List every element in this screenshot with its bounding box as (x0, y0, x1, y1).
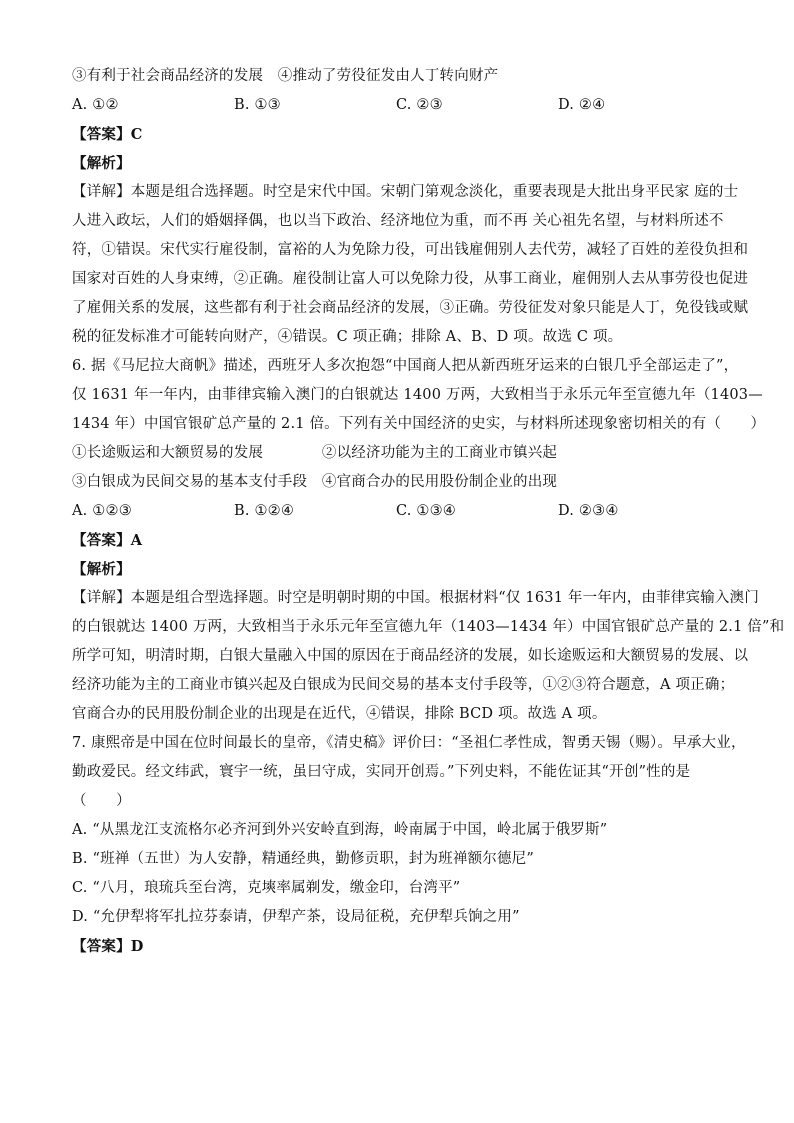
detail-line: 国家对百姓的人身束缚，②正确。雇役制让富人可以免除力役，从事工商业，雇佣别人去从事劳役也促进 (72, 271, 749, 287)
option-d: D. ②③④ (558, 503, 619, 519)
detail-line: 经济功能为主的工商业市镇兴起及白银成为民间交易的基本支付手段等，①②③符合题意，A 项正确； (72, 677, 735, 693)
detail-line: 了雇佣关系的发展，这些都有利于社会商品经济的发展，③正确。劳役征发对象只能是人丁，免役钱或赋 (72, 300, 749, 316)
option-c: C. ②③ (396, 97, 443, 113)
choice-a: A. “从黑龙江支流格尔必齐河到外兴安岭直到海，岭南属于中国，岭北属于俄罗斯” (72, 822, 608, 838)
q6-stem (72, 352, 766, 439)
q7-choices (72, 816, 732, 932)
detail-line: 官商合办的民用股份制企业的出现是在近代，④错误，排除 BCD 项。故选 A 项。 (72, 706, 607, 722)
detail-line: 【详解】本题是组合型选择题。时空是明朝时期的中国。根据材料“仅 1631 年一年内，由菲律宾输入澳门 (72, 590, 760, 606)
stem-line: 7. 康熙帝是中国在位时间最长的皇帝，《清史稿》评价曰：“圣祖仁孝性成，智勇天锡（赐）。早承大业， (72, 735, 746, 751)
q5-detail (72, 178, 749, 352)
stem-line: （ ） (72, 793, 131, 809)
choice-c: C. “八月，琅琉兵至台湾，克塽率属剃发，缴金印，台湾平” (72, 880, 461, 896)
option-b: B. ①③ (234, 97, 281, 113)
q6-answer: 【答案】A (72, 532, 143, 549)
stem-line: 仅 1631 年一年内，由菲律宾输入澳门的白银就达 1400 万两，大致相当于永乐元年至宣德九年（1403— (72, 387, 763, 403)
stem-line: 勤政爱民。经文纬武，寰宇一统，虽曰守成，实同开创焉。”下列史料，不能佐证其“开创”性的是 (72, 764, 691, 780)
detail-line: 税的征发标准才可能转向财产，④错误。C 项正确；排除 A、B、D 项。故选 C 项。 (72, 329, 623, 345)
stem-line: 1434 年）中国官银矿总产量的 2.1 倍。下列有关中国经济的史实，与材料所述现象密切相关的有（ ） (72, 416, 766, 432)
option-b: B. ①②④ (234, 503, 295, 519)
option-c: C. ①③④ (396, 503, 456, 519)
detail-line: 的白银就达 1400 万两，大致相当于永乐元年至宣德九年（1403—1434 年）中国官银矿总产量的 2.1 倍”和 (72, 619, 785, 635)
detail-line: 所学可知，明清时期，白银大量融入中国的原因在于商品经济的发展，如长途贩运和大额贸易的发展、以 (72, 648, 749, 664)
q6-items-line: ①长途贩运和大额贸易的发展 ②以经济功能为主的工商业市镇兴起 (72, 445, 558, 461)
choice-b: B. “班禅（五世）为人安静，精通经典，勤修贡职，封为班禅额尔德尼” (72, 851, 534, 867)
q5-stem-line: ③有利于社会商品经济的发展 ④推动了劳役征发由人丁转向财产 (72, 68, 499, 84)
q6-analysis-label: 【解析】 (72, 561, 131, 578)
q6-items-line: ③白银成为民间交易的基本支付手段 ④官商合办的民用股份制企业的出现 (72, 474, 558, 490)
q5-analysis-label: 【解析】 (72, 155, 131, 172)
q5-answer: 【答案】C (72, 126, 143, 143)
q6-options (72, 497, 732, 526)
stem-line: 6. 据《马尼拉大商帆》描述，西班牙人多次抱怨“中国商人把从新西班牙运来的白银几乎全部运走了”， (72, 358, 739, 374)
q7-answer: 【答案】D (72, 938, 144, 955)
detail-line: 【详解】本题是组合选择题。时空是宋代中国。宋朝门第观念淡化，重要表现是大批出身平民家 庭的士 (72, 184, 739, 200)
q7-stem (72, 729, 746, 816)
detail-line: 人进入政坛，人们的婚姻择偶，也以当下政治、经济地位为重，而不再 关心祖先名望，与材料所述不 (72, 213, 724, 229)
choice-d: D. “允伊犁将军扎拉芬泰请，伊犁产茶，设局征税，充伊犁兵饷之用” (72, 909, 520, 925)
option-a: A. ①② (72, 97, 119, 113)
q6-detail (72, 584, 785, 729)
option-a: A. ①②③ (72, 503, 132, 519)
detail-line: 符，①错误。宋代实行雇役制，富裕的人为免除力役，可出钱雇佣别人去代劳，减轻了百姓的差役负担和 (72, 242, 749, 258)
option-d: D. ②④ (558, 97, 606, 113)
exam-page (72, 62, 785, 961)
q5-options (72, 91, 732, 120)
